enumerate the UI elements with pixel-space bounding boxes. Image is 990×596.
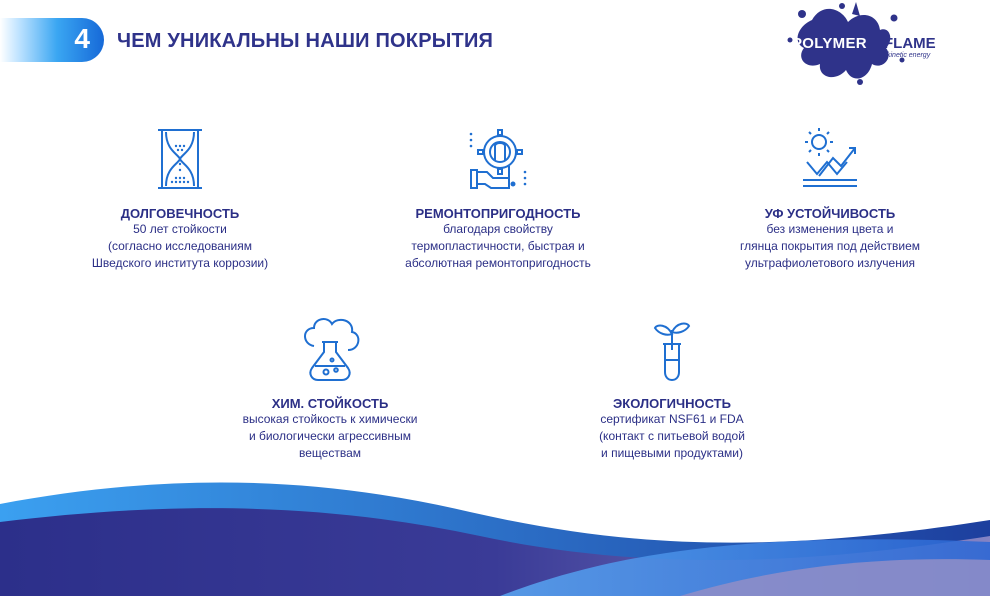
feature-line: абсолютная ремонтопригодность (405, 256, 591, 270)
page-title: ЧЕМ УНИКАЛЬНЫ НАШИ ПОКРЫТИЯ (117, 30, 494, 52)
feature-line: веществам (299, 446, 361, 460)
feature-durability (60, 126, 300, 272)
feature-ecology (552, 316, 792, 462)
feature-title: ХИМ. СТОЙКОСТЬ (271, 396, 389, 411)
feature-line: и биологически агрессивным (248, 429, 412, 443)
feature-line: Шведского института коррозии) (91, 256, 269, 270)
feature-title: ДОЛГОВЕЧНОСТЬ (120, 206, 240, 221)
feature-chemical-resistance (210, 316, 450, 462)
feature-line: благодаря свойству (443, 222, 553, 236)
logo-brand-text: POLYMER (792, 35, 867, 52)
feature-line: термопластичности, быстрая и (411, 239, 585, 253)
sun-uv-icon (797, 126, 863, 192)
section-number: 4 (74, 23, 90, 54)
feature-repairability (378, 126, 618, 272)
feature-line: высокая стойкость к химически (242, 412, 418, 426)
feature-line: сертификат NSF61 и FDA (600, 412, 744, 426)
feature-title: РЕМОНТОПРИГОДНОСТЬ (415, 206, 581, 221)
feature-title: ЭКОЛОГИЧНОСТЬ (613, 396, 731, 411)
feature-line: (контакт с питьевой водой (599, 429, 745, 443)
feature-line: ультрафиолетового излучения (744, 256, 916, 270)
brand-logo (782, 0, 952, 86)
logo-flame-text: FLAME (884, 35, 936, 52)
feature-line: 50 лет стойкости (133, 222, 227, 236)
feature-line: и пищевыми продуктами) (601, 446, 743, 460)
hourglass-icon (150, 126, 210, 192)
decorative-waves (0, 470, 990, 596)
gear-wrench-icon (465, 126, 531, 192)
chemical-flask-icon (298, 316, 362, 382)
feature-uv-resistance (710, 126, 950, 272)
feature-line: (согласно исследованиям (107, 239, 252, 253)
feature-line: глянца покрытия под действием (740, 239, 920, 253)
feature-title: УФ УСТОЙЧИВОСТЬ (764, 206, 896, 221)
feature-line: без изменения цвета и (766, 222, 894, 236)
section-number-tab (0, 18, 104, 62)
plant-tube-icon (647, 316, 697, 382)
logo-tagline: kinetic energy (887, 52, 931, 59)
